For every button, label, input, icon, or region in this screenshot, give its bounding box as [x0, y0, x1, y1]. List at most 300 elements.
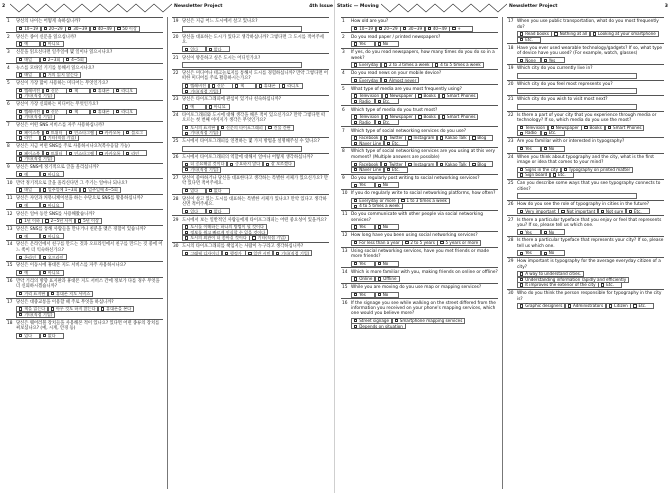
answer-option[interactable] [517, 282, 599, 288]
checkbox-icon[interactable] [354, 115, 357, 118]
answer-option[interactable] [541, 146, 565, 152]
checkbox-icon[interactable] [472, 136, 475, 139]
answer-option[interactable] [405, 135, 437, 141]
answer-option[interactable] [16, 291, 48, 297]
checkbox-icon[interactable] [185, 252, 188, 255]
checkbox-icon[interactable] [520, 132, 523, 135]
answer-option[interactable] [376, 26, 401, 32]
answer-option[interactable] [351, 140, 384, 146]
answer-option[interactable] [415, 93, 439, 99]
answer-option[interactable] [40, 135, 79, 141]
answer-option[interactable] [630, 303, 654, 309]
checkbox-icon[interactable] [418, 115, 421, 118]
checkbox-icon[interactable] [629, 210, 632, 213]
answer-option[interactable] [375, 182, 399, 188]
answer-option[interactable] [351, 77, 381, 83]
checkbox-icon[interactable] [378, 42, 381, 45]
checkbox-icon[interactable] [378, 100, 381, 103]
answer-option[interactable] [469, 135, 493, 141]
checkbox-icon[interactable] [354, 136, 357, 139]
checkbox-icon[interactable] [520, 147, 523, 150]
checkbox-icon[interactable] [252, 236, 255, 239]
answer-option[interactable] [40, 333, 64, 339]
answer-option[interactable] [40, 254, 67, 260]
checkbox-icon[interactable] [185, 231, 188, 234]
checkbox-icon[interactable] [387, 142, 390, 145]
answer-option[interactable] [437, 240, 481, 246]
answer-option[interactable] [48, 291, 93, 297]
checkbox-icon[interactable] [608, 126, 611, 129]
checkbox-icon[interactable] [19, 27, 22, 30]
answer-option[interactable] [606, 303, 631, 309]
checkbox-icon[interactable] [354, 293, 357, 296]
checkbox-icon[interactable] [385, 94, 388, 97]
answer-option[interactable] [16, 93, 55, 99]
checkbox-icon[interactable] [354, 205, 357, 208]
checkbox-icon[interactable] [44, 27, 47, 30]
answer-option[interactable] [351, 167, 384, 173]
answer-option[interactable] [182, 46, 206, 52]
checkbox-icon[interactable] [520, 168, 523, 171]
answer-option[interactable] [437, 135, 470, 141]
checkbox-icon[interactable] [259, 84, 262, 87]
answer-option[interactable] [182, 250, 222, 256]
answer-option[interactable] [405, 161, 437, 167]
checkbox-icon[interactable] [354, 79, 357, 82]
checkbox-icon[interactable] [440, 136, 443, 139]
checkbox-icon[interactable] [185, 236, 188, 239]
answer-option[interactable] [90, 88, 114, 94]
checkbox-icon[interactable] [553, 173, 556, 176]
answer-option[interactable] [351, 203, 403, 209]
checkbox-icon[interactable] [43, 173, 46, 176]
answer-option[interactable] [256, 83, 280, 89]
answer-option[interactable] [432, 62, 484, 68]
answer-option[interactable] [558, 208, 598, 214]
checkbox-icon[interactable] [408, 136, 411, 139]
answer-option[interactable] [375, 292, 399, 298]
checkbox-icon[interactable] [209, 48, 212, 51]
answer-option[interactable] [375, 224, 399, 230]
checkbox-icon[interactable] [185, 189, 188, 192]
answer-option[interactable] [218, 125, 266, 131]
checkbox-icon[interactable] [99, 131, 102, 134]
checkbox-icon[interactable] [520, 272, 523, 275]
answer-option[interactable] [351, 119, 375, 125]
checkbox-icon[interactable] [354, 262, 357, 265]
checkbox-icon[interactable] [19, 94, 22, 97]
answer-option[interactable] [425, 26, 450, 32]
answer-option[interactable] [402, 240, 438, 246]
answer-option[interactable] [80, 187, 121, 193]
answer-option[interactable] [381, 62, 433, 68]
answer-option[interactable] [16, 202, 40, 208]
answer-option[interactable] [40, 171, 64, 177]
checkbox-icon[interactable] [395, 319, 398, 322]
answer-option[interactable] [113, 88, 137, 94]
answer-option[interactable] [469, 161, 493, 167]
checkbox-icon[interactable] [185, 84, 188, 87]
checkbox-icon[interactable] [601, 283, 604, 286]
checkbox-icon[interactable] [209, 189, 212, 192]
answer-option[interactable] [206, 46, 230, 52]
checkbox-icon[interactable] [185, 163, 188, 166]
answer-option[interactable] [541, 250, 565, 256]
checkbox-icon[interactable] [19, 110, 22, 113]
checkbox-icon[interactable] [43, 136, 46, 139]
checkbox-icon[interactable] [19, 307, 22, 310]
answer-option[interactable] [550, 172, 574, 178]
checkbox-icon[interactable] [435, 63, 438, 66]
checkbox-icon[interactable] [19, 256, 22, 259]
answer-option[interactable] [598, 282, 622, 288]
checkbox-icon[interactable] [418, 94, 421, 97]
checkbox-icon[interactable] [266, 163, 269, 166]
answer-option[interactable] [65, 26, 90, 32]
answer-option[interactable] [206, 188, 230, 194]
answer-option[interactable] [42, 218, 75, 224]
checkbox-icon[interactable] [442, 115, 445, 118]
answer-option[interactable] [375, 41, 399, 47]
checkbox-icon[interactable] [43, 58, 46, 61]
checkbox-icon[interactable] [19, 188, 22, 191]
checkbox-icon[interactable] [46, 131, 49, 134]
checkbox-icon[interactable] [43, 256, 46, 259]
checkbox-icon[interactable] [19, 173, 22, 176]
answer-option[interactable] [249, 235, 288, 241]
checkbox-icon[interactable] [354, 63, 357, 66]
checkbox-icon[interactable] [209, 210, 212, 213]
checkbox-icon[interactable] [19, 219, 22, 222]
answer-option[interactable] [375, 261, 399, 267]
answer-option[interactable] [351, 41, 375, 47]
answer-option[interactable] [16, 171, 40, 177]
checkbox-icon[interactable] [93, 89, 96, 92]
checkbox-icon[interactable] [428, 27, 431, 30]
answer-option[interactable] [16, 41, 40, 47]
checkbox-icon[interactable] [354, 199, 357, 202]
answer-option[interactable] [16, 26, 41, 32]
answer-option[interactable] [351, 261, 375, 267]
answer-option[interactable] [40, 187, 81, 193]
checkbox-icon[interactable] [19, 157, 22, 160]
checkbox-icon[interactable] [19, 58, 22, 61]
checkbox-icon[interactable] [520, 59, 523, 62]
checkbox-icon[interactable] [19, 235, 22, 238]
answer-option[interactable] [437, 161, 470, 167]
checkbox-icon[interactable] [19, 131, 22, 134]
checkbox-icon[interactable] [185, 48, 188, 51]
checkbox-icon[interactable] [43, 188, 46, 191]
checkbox-icon[interactable] [185, 210, 188, 213]
checkbox-icon[interactable] [568, 304, 571, 307]
checkbox-icon[interactable] [564, 168, 567, 171]
checkbox-icon[interactable] [544, 252, 547, 255]
checkbox-icon[interactable] [69, 89, 72, 92]
answer-option[interactable] [517, 250, 541, 256]
answer-option[interactable] [351, 224, 375, 230]
checkbox-icon[interactable] [46, 110, 49, 113]
answer-option[interactable] [384, 167, 408, 173]
answer-option[interactable] [551, 31, 590, 37]
checkbox-icon[interactable] [185, 132, 188, 135]
checkbox-icon[interactable] [520, 126, 523, 129]
answer-option[interactable] [90, 109, 114, 115]
checkbox-icon[interactable] [440, 241, 443, 244]
answer-option[interactable] [182, 235, 250, 241]
checkbox-icon[interactable] [43, 73, 46, 76]
checkbox-icon[interactable] [544, 231, 547, 234]
checkbox-icon[interactable] [554, 32, 557, 35]
answer-option[interactable] [123, 150, 147, 156]
checkbox-icon[interactable] [225, 252, 228, 255]
checkbox-icon[interactable] [19, 136, 22, 139]
answer-option[interactable] [517, 130, 541, 136]
answer-option[interactable] [66, 150, 97, 156]
answer-option[interactable] [66, 109, 90, 115]
answer-blank[interactable] [517, 193, 637, 199]
answer-blank[interactable] [182, 146, 302, 152]
checkbox-icon[interactable] [387, 168, 390, 171]
checkbox-icon[interactable] [593, 32, 596, 35]
answer-option[interactable] [517, 37, 541, 43]
checkbox-icon[interactable] [43, 204, 46, 207]
answer-option[interactable] [351, 276, 375, 282]
answer-option[interactable] [541, 229, 565, 235]
checkbox-icon[interactable] [408, 163, 411, 166]
checkbox-icon[interactable] [93, 27, 96, 30]
answer-option[interactable] [16, 218, 43, 224]
checkbox-icon[interactable] [51, 307, 54, 310]
answer-option[interactable] [40, 233, 64, 239]
answer-option[interactable] [16, 156, 55, 162]
checkbox-icon[interactable] [354, 319, 357, 322]
checkbox-icon[interactable] [185, 168, 188, 171]
answer-option[interactable] [517, 208, 559, 214]
checkbox-icon[interactable] [43, 271, 46, 274]
answer-option[interactable] [40, 57, 64, 63]
answer-option[interactable] [598, 208, 627, 214]
checkbox-icon[interactable] [544, 132, 547, 135]
answer-option[interactable] [98, 306, 134, 312]
checkbox-icon[interactable] [384, 163, 387, 166]
checkbox-icon[interactable] [185, 225, 188, 228]
checkbox-icon[interactable] [19, 115, 22, 118]
checkbox-icon[interactable] [520, 38, 523, 41]
checkbox-icon[interactable] [19, 334, 22, 337]
checkbox-icon[interactable] [520, 231, 523, 234]
checkbox-icon[interactable] [354, 163, 357, 166]
answer-option[interactable] [182, 208, 206, 214]
answer-option[interactable] [375, 119, 399, 125]
checkbox-icon[interactable] [385, 115, 388, 118]
checkbox-icon[interactable] [472, 163, 475, 166]
answer-option[interactable] [279, 83, 303, 89]
answer-option[interactable] [605, 125, 645, 131]
answer-option[interactable] [16, 135, 40, 141]
checkbox-icon[interactable] [45, 219, 48, 222]
answer-blank[interactable] [517, 73, 637, 79]
checkbox-icon[interactable] [99, 152, 102, 155]
checkbox-icon[interactable] [19, 313, 22, 316]
checkbox-icon[interactable] [520, 278, 523, 281]
answer-option[interactable] [381, 77, 419, 83]
answer-option[interactable] [16, 233, 40, 239]
checkbox-icon[interactable] [126, 152, 129, 155]
answer-option[interactable] [375, 98, 399, 104]
checkbox-icon[interactable] [126, 131, 129, 134]
answer-option[interactable] [16, 254, 40, 260]
answer-option[interactable] [581, 125, 605, 131]
answer-blank[interactable] [182, 62, 302, 68]
checkbox-icon[interactable] [354, 142, 357, 145]
checkbox-icon[interactable] [452, 27, 455, 30]
checkbox-icon[interactable] [19, 292, 22, 295]
answer-option[interactable] [96, 150, 123, 156]
checkbox-icon[interactable] [46, 89, 49, 92]
checkbox-icon[interactable] [69, 110, 72, 113]
checkbox-icon[interactable] [354, 184, 357, 187]
checkbox-icon[interactable] [43, 42, 46, 45]
checkbox-icon[interactable] [185, 90, 188, 93]
checkbox-icon[interactable] [230, 163, 233, 166]
answer-option[interactable] [517, 229, 541, 235]
answer-option[interactable] [40, 41, 64, 47]
checkbox-icon[interactable] [551, 126, 554, 129]
answer-option[interactable] [517, 146, 541, 152]
checkbox-icon[interactable] [520, 252, 523, 255]
answer-option[interactable] [206, 104, 230, 110]
checkbox-icon[interactable] [601, 210, 604, 213]
answer-blank[interactable] [517, 88, 637, 94]
checkbox-icon[interactable] [520, 283, 523, 286]
checkbox-icon[interactable] [117, 27, 120, 30]
checkbox-icon[interactable] [116, 110, 119, 113]
checkbox-icon[interactable] [442, 94, 445, 97]
checkbox-icon[interactable] [354, 121, 357, 124]
checkbox-icon[interactable] [19, 152, 22, 155]
checkbox-icon[interactable] [520, 304, 523, 307]
checkbox-icon[interactable] [43, 235, 46, 238]
answer-option[interactable] [16, 333, 40, 339]
checkbox-icon[interactable] [378, 121, 381, 124]
answer-option[interactable] [16, 270, 40, 276]
checkbox-icon[interactable] [520, 210, 523, 213]
answer-option[interactable] [541, 130, 565, 136]
checkbox-icon[interactable] [78, 219, 81, 222]
checkbox-icon[interactable] [354, 241, 357, 244]
checkbox-icon[interactable] [378, 184, 381, 187]
answer-option[interactable] [16, 114, 55, 120]
checkbox-icon[interactable] [584, 126, 587, 129]
checkbox-icon[interactable] [405, 241, 408, 244]
checkbox-icon[interactable] [378, 262, 381, 265]
checkbox-icon[interactable] [354, 42, 357, 45]
answer-option[interactable] [517, 303, 565, 309]
checkbox-icon[interactable] [384, 63, 387, 66]
checkbox-icon[interactable] [276, 252, 279, 255]
checkbox-icon[interactable] [69, 131, 72, 134]
checkbox-icon[interactable] [69, 152, 72, 155]
answer-option[interactable] [90, 26, 115, 32]
answer-option[interactable] [182, 88, 221, 94]
answer-option[interactable] [626, 208, 650, 214]
checkbox-icon[interactable] [221, 126, 224, 129]
checkbox-icon[interactable] [43, 334, 46, 337]
answer-option[interactable] [541, 57, 565, 63]
checkbox-icon[interactable] [116, 89, 119, 92]
answer-option[interactable] [439, 93, 479, 99]
answer-option[interactable] [265, 125, 293, 131]
checkbox-icon[interactable] [354, 27, 357, 30]
checkbox-icon[interactable] [354, 325, 357, 328]
checkbox-icon[interactable] [209, 105, 212, 108]
answer-option[interactable] [449, 26, 473, 32]
checkbox-icon[interactable] [379, 27, 382, 30]
answer-option[interactable] [351, 292, 375, 298]
checkbox-icon[interactable] [354, 225, 357, 228]
answer-option[interactable] [182, 167, 221, 173]
checkbox-icon[interactable] [19, 73, 22, 76]
checkbox-icon[interactable] [248, 252, 251, 255]
answer-option[interactable] [351, 240, 403, 246]
checkbox-icon[interactable] [19, 42, 22, 45]
answer-option[interactable] [63, 57, 87, 63]
answer-option[interactable] [263, 161, 295, 167]
checkbox-icon[interactable] [282, 84, 285, 87]
checkbox-icon[interactable] [378, 277, 381, 280]
answer-option[interactable] [590, 31, 659, 37]
answer-option[interactable] [16, 187, 40, 193]
answer-option[interactable] [415, 114, 439, 120]
checkbox-icon[interactable] [268, 126, 271, 129]
checkbox-icon[interactable] [354, 100, 357, 103]
answer-option[interactable] [40, 202, 64, 208]
answer-blank[interactable] [517, 104, 637, 110]
answer-option[interactable] [16, 57, 40, 63]
answer-option[interactable] [182, 188, 206, 194]
answer-option[interactable] [96, 130, 123, 136]
checkbox-icon[interactable] [68, 27, 71, 30]
checkbox-icon[interactable] [378, 225, 381, 228]
checkbox-icon[interactable] [185, 105, 188, 108]
checkbox-icon[interactable] [101, 307, 104, 310]
checkbox-icon[interactable] [354, 277, 357, 280]
answer-option[interactable] [375, 276, 400, 282]
answer-option[interactable] [384, 140, 408, 146]
answer-option[interactable] [232, 83, 256, 89]
answer-option[interactable] [245, 250, 273, 256]
answer-option[interactable] [40, 72, 81, 78]
checkbox-icon[interactable] [19, 204, 22, 207]
answer-option[interactable] [565, 303, 606, 309]
checkbox-icon[interactable] [440, 163, 443, 166]
answer-option[interactable] [182, 130, 221, 136]
answer-option[interactable] [517, 172, 550, 178]
checkbox-icon[interactable] [51, 292, 54, 295]
checkbox-icon[interactable] [520, 173, 523, 176]
answer-option[interactable] [351, 98, 375, 104]
answer-option[interactable] [222, 250, 246, 256]
checkbox-icon[interactable] [66, 58, 69, 61]
answer-option[interactable] [123, 130, 147, 136]
answer-option[interactable] [517, 57, 541, 63]
answer-option[interactable] [114, 26, 140, 32]
answer-option[interactable] [400, 26, 425, 32]
checkbox-icon[interactable] [609, 304, 612, 307]
checkbox-icon[interactable] [354, 94, 357, 97]
answer-option[interactable] [16, 312, 55, 318]
